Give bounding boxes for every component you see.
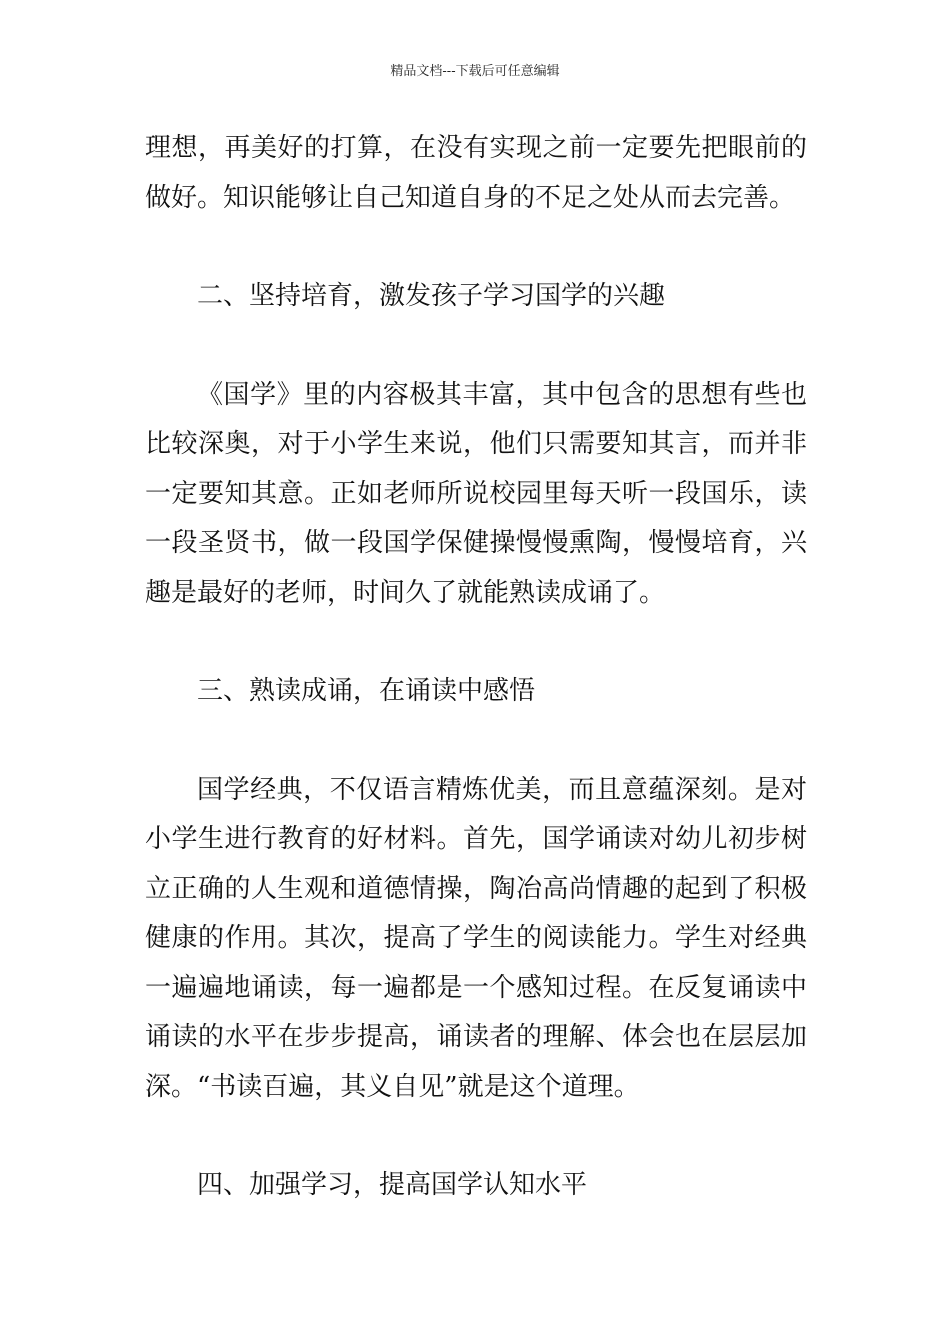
section-heading-4: 四、加强学习，提高国学认知水平: [197, 1170, 588, 1200]
page-header: 精品文档---下载后可任意编辑: [390, 64, 560, 79]
paragraph-guoxue-classics: 国学经典，不仅语言精炼优美，而且意蕴深刻。是对小学生进行教育的好材料。首先，国学诵读对幼儿初步树立正确的人生观和道德情操，陶冶高尚情趣的起到了积极健康的作用。其次，提高了学生的阅读能力。学生对经典一遍遍地诵读，每一遍都是一个感知过程。在反复诵读中诵读的水平在步步提高，诵读者的理解、体会也在层层加深。“书读百遍，其义自见”就是这个道理。: [145, 774, 807, 1102]
document-body: [145, 124, 807, 1211]
section-heading-2: 二、坚持培育，激发孩子学习国学的兴趣: [197, 281, 666, 311]
paragraph-continuation: 理想，再美好的打算，在没有实现之前一定要先把眼前的做好。知识能够让自己知道自身的不足之处从而去完善。: [145, 133, 807, 213]
section-heading-3: 三、熟读成诵，在诵读中感悟: [197, 676, 536, 706]
paragraph-guoxue-content: 《国学》里的内容极其丰富，其中包含的思想有些也比较深奥，对于小学生来说，他们只需要知其言，而并非一定要知其意。正如老师所说校园里每天听一段国乐，读一段圣贤书，做一段国学保健操慢慢熏陶，慢慢培育，兴趣是最好的老师，时间久了就能熟读成诵了。: [145, 379, 807, 608]
